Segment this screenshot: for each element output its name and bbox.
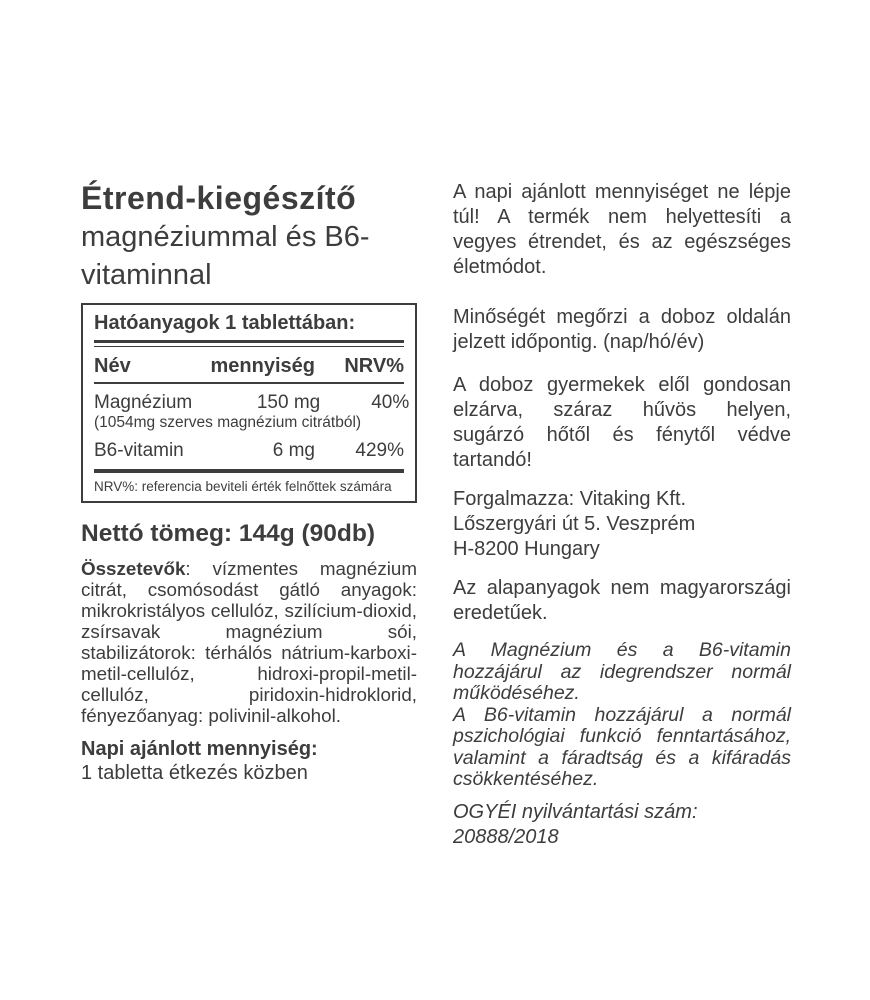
nutrient-name: B6-vitamin bbox=[94, 440, 184, 461]
distributor-country-line: H-8200 Hungary bbox=[453, 538, 600, 560]
storage-paragraph: A doboz gyermekek elől gondosan elzárva, száraz hűvös helyen, sugárzó hőtől és fénytől védve tartandó! bbox=[453, 374, 791, 471]
nutrient-nrv: 429% bbox=[355, 440, 404, 461]
claim-nervous-system: A Magnézium és a B6-vitamin hozzájárul az idegrendszer normál működéséhez. bbox=[453, 639, 791, 704]
warning-paragraph: A napi ajánlott mennyiséget ne lépje túl! A termék nem helyettesíti a vegyes étrendet, és az egészséges életmódot. bbox=[453, 181, 791, 278]
nutrient-note: (1054mg szerves magnézium citrátból) bbox=[94, 414, 362, 431]
distributor-street-line: Lőszergyári út 5. Veszprém bbox=[453, 513, 696, 535]
double-rule-divider bbox=[94, 340, 404, 347]
distributor-name-line: Forgalmazza: Vitaking Kft. bbox=[453, 488, 687, 510]
column-header-nrv: NRV% bbox=[344, 355, 404, 377]
claim-psychological: A B6-vitamin hozzájárul a normál pszichológiai funkció fenntartásához, valamint a fáradtság és a kifáradás csökkentéséhez. bbox=[453, 703, 791, 790]
registration-number: OGYÉI nyilvántartási szám: 20888/2018 bbox=[453, 800, 698, 848]
product-title: Étrend-kiegészítő bbox=[81, 180, 357, 216]
nutrient-amount: 150 mg bbox=[256, 392, 321, 413]
nutrition-table-header-row bbox=[94, 355, 404, 377]
product-subtitle: magnéziummal és B6-vitaminnal bbox=[81, 221, 370, 291]
nutrient-name: Magnézium bbox=[94, 392, 193, 413]
net-weight: Nettó tömeg: 144g (90db) bbox=[81, 520, 376, 547]
thick-rule-divider bbox=[94, 469, 404, 473]
nutrient-nrv: 40% bbox=[371, 392, 410, 413]
column-header-amount: mennyiség bbox=[210, 355, 315, 377]
ingredients-paragraph bbox=[81, 558, 417, 726]
nutrient-row-magnesium bbox=[94, 392, 410, 413]
single-rule-divider bbox=[94, 382, 404, 384]
nutrition-table bbox=[81, 303, 417, 503]
ingredients-label: Összetevők bbox=[81, 558, 186, 579]
distributor-block bbox=[453, 487, 791, 562]
left-column bbox=[81, 180, 417, 785]
ingredients-text: : vízmentes magnézium citrát, csomósodást gátló anyagok: mikrokristályos cellulóz, szilícium-dioxid, zsírsavak magnézium sói, stabilizátorok: térhálós nátrium-karboxi-metil-cellulóz, hidroxi-propil-metil-cellulóz, piridoxin-hidroklorid, fényezőanyag: polivinil-alkohol. bbox=[81, 558, 417, 726]
right-column bbox=[453, 180, 791, 850]
column-header-name: Név bbox=[94, 355, 131, 377]
nutrient-amount: 6 mg bbox=[272, 440, 315, 461]
daily-dose-heading: Napi ajánlott mennyiség: bbox=[81, 738, 318, 760]
nrv-footnote: NRV%: referencia beviteli érték felnőttek számára bbox=[94, 479, 392, 494]
origin-paragraph: Az alapanyagok nem magyarországi eredetűek. bbox=[453, 577, 791, 624]
daily-dose-text: 1 tabletta étkezés közben bbox=[81, 762, 308, 784]
nutrient-row-b6 bbox=[94, 440, 404, 461]
nutrition-table-title: Hatóanyagok 1 tablettában: bbox=[94, 312, 356, 334]
shelf-life-paragraph: Minőségét megőrzi a doboz oldalán jelzett időpontig. (nap/hó/év) bbox=[453, 306, 791, 353]
